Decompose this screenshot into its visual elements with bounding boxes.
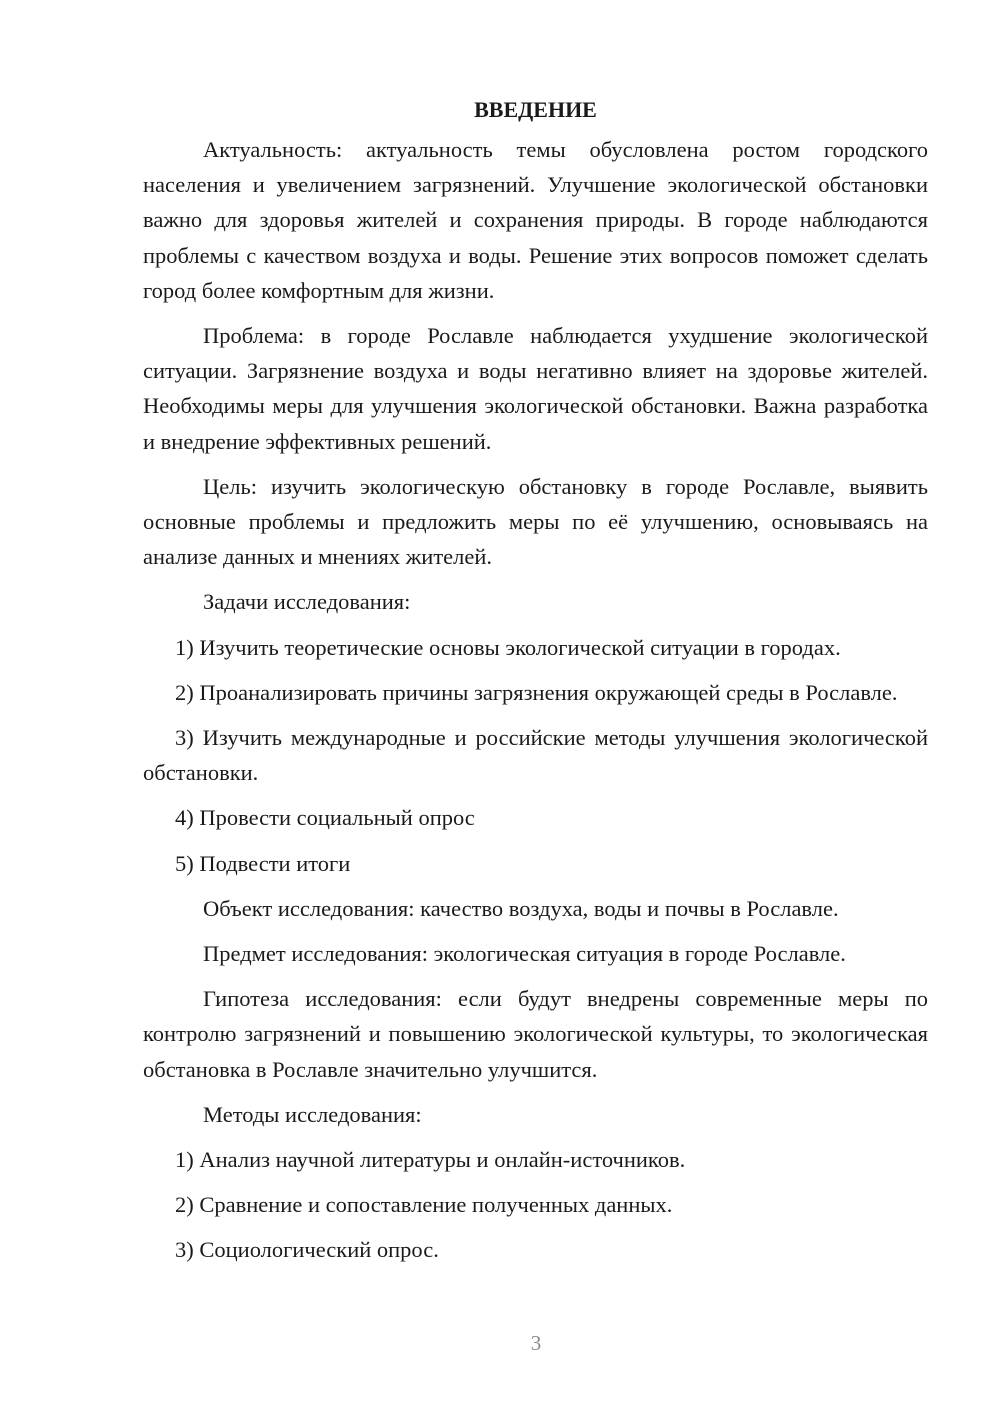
- document-page: [143, 92, 928, 1278]
- object-paragraph: Объект исследования: качество воздуха, воды и почвы в Рославле.: [203, 895, 839, 921]
- goal-paragraph: Цель: изучить экологическую обстановку в городе Рославле, выявить основные проблемы и предложить меры по её улучшению, основываясь на анализе данных и мнениях жителей.: [143, 473, 928, 570]
- method-item: 3) Социологический опрос.: [175, 1237, 439, 1263]
- relevance-paragraph: Актуальность: актуальность темы обусловлена ростом городского населения и увеличением загрязнений. Улучшение экологической обстановки важно для здоровья жителей и сохранения природы. В городе наблюдаются проблемы с качеством воздуха и воды. Решение этих вопросов поможет сделать город более комфортным для жизни.: [143, 137, 928, 303]
- page-number: 3: [530, 1331, 542, 1355]
- task-item: 2) Проанализировать причины загрязнения окружающей среды в Рославле.: [175, 679, 898, 705]
- method-item: 1) Анализ научной литературы и онлайн-источников.: [175, 1147, 686, 1173]
- task-item: 4) Провести социальный опрос: [175, 805, 475, 831]
- method-item: 2) Сравнение и сопоставление полученных данных.: [175, 1192, 673, 1218]
- task-item: 5) Подвести итоги: [175, 850, 351, 876]
- task-item: 1) Изучить теоретические основы экологической ситуации в городах.: [175, 634, 841, 660]
- problem-paragraph: Проблема: в городе Рославле наблюдается ухудшение экологической ситуации. Загрязнение воздуха и воды негативно влияет на здоровье жителей. Необходимы меры для улучшения экологической обстановки. Важна разработка и внедрение эффективных решений.: [143, 323, 928, 454]
- hypothesis-paragraph: Гипотеза исследования: если будут внедрены современные меры по контролю загрязнений и повышению экологической культуры, то экологическая обстановка в Рославле значительно улучшится.: [143, 986, 928, 1082]
- task-item: 3) Изучить международные и российские методы улучшения экологической обстановки.: [143, 725, 928, 786]
- page-title: ВВЕДЕНИЕ: [474, 97, 597, 122]
- methods-heading: Методы исследования:: [203, 1101, 422, 1127]
- subject-paragraph: Предмет исследования: экологическая ситуация в городе Рославле.: [203, 941, 846, 967]
- tasks-heading: Задачи исследования:: [203, 589, 411, 615]
